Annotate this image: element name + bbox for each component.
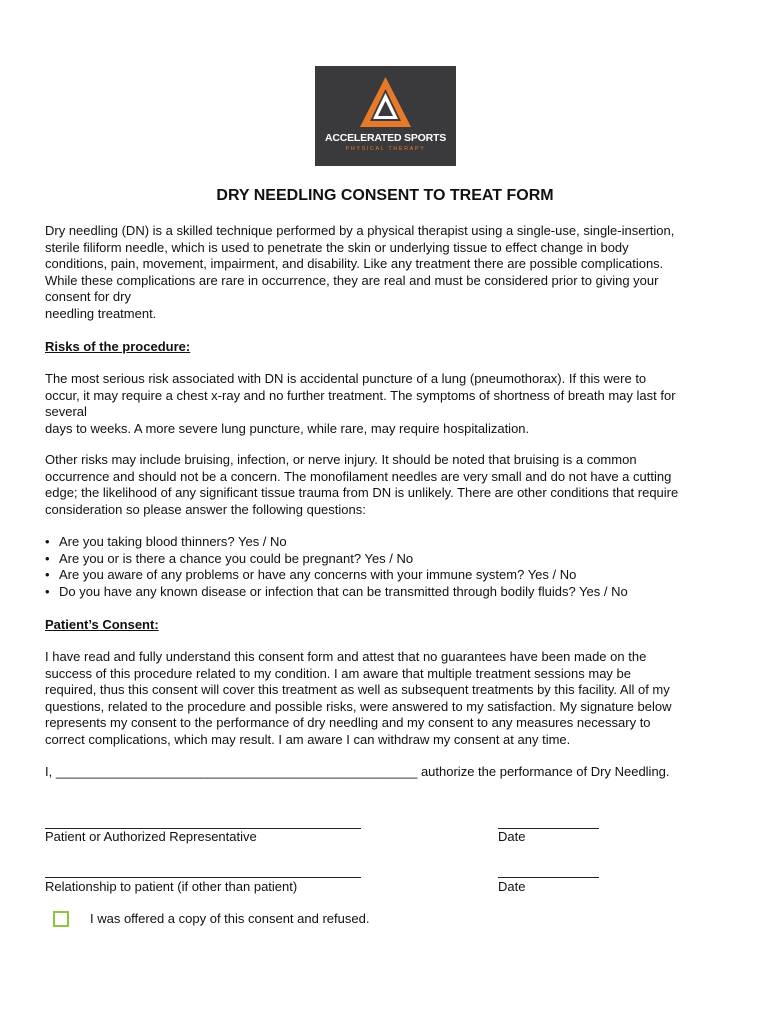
relationship-label: Relationship to patient (if other than patient) (45, 879, 298, 894)
date-line-2[interactable] (498, 877, 599, 878)
patient-signature-label: Patient or Authorized Representative (45, 829, 257, 844)
bullet-icon: • (45, 534, 50, 549)
text-line: occurrence and should not be a concern. The monofilament needles are very small and do not have a cutting (45, 468, 672, 484)
copy-refused-label: I was offered a copy of this consent and refused. (90, 911, 370, 926)
text-line: consideration so please answer the following questions: (45, 501, 366, 517)
authorize-statement[interactable] (45, 764, 735, 781)
text-line: occur, it may require a chest x-ray and no further treatment. The symptoms of shortness of breath may last for (45, 387, 676, 403)
text-line: consent for dry (45, 289, 131, 304)
copy-refused-checkbox[interactable] (53, 911, 69, 927)
text-line: The most serious risk associated with DN is accidental puncture of a lung (pneumothorax). If this were to (45, 371, 647, 386)
company-logo (315, 66, 456, 166)
text-line: Other risks may include bruising, infection, or nerve injury. It should be noted that bruising is a common (45, 452, 637, 467)
text-line: conditions, pain, movement, impairment, and disability. Like any treatment there are possible complications. (45, 256, 664, 271)
logo-subtitle: PHYSICAL THERAPY (345, 146, 426, 152)
bullet-icon: • (45, 567, 50, 582)
list-item (45, 534, 628, 551)
bullet-icon: • (45, 550, 50, 566)
list-item (45, 584, 628, 601)
text-line: several (45, 404, 87, 419)
text-line: questions, related to the procedure and possible risks, were answered to my satisfaction. My signature below (45, 698, 672, 714)
text-line: success of this procedure related to my condition. I am aware that multiple treatment sessions may be (45, 665, 631, 681)
consent-heading: Patient’s Consent: (45, 617, 159, 632)
triangle-logo-icon (358, 75, 413, 130)
question-text: Are you aware of any problems or have any concerns with your immune system? Yes / No (59, 567, 577, 582)
authorize-name-field[interactable]: I, __________________________________________________ authorize the performance of Dry Needling. (45, 764, 670, 779)
text-line: While these complications are rare in occurrence, they are real and must be considered prior to giving your (45, 272, 659, 288)
question-text: Do you have any known disease or infection that can be transmitted through bodily fluids? Yes / No (59, 583, 628, 599)
text-line: edge; the likelihood of any significant tissue trauma from DN is unlikely. There are other conditions that require (45, 485, 679, 500)
list-item (45, 567, 628, 584)
questions-list (45, 534, 628, 600)
date-label-2: Date (498, 879, 526, 894)
form-title: DRY NEEDLING CONSENT TO TREAT FORM (216, 187, 554, 204)
date-label-1: Date (498, 829, 526, 844)
risks-paragraph-1 (45, 371, 735, 437)
question-text: Are you taking blood thinners? Yes / No (59, 534, 287, 549)
text-line: required, thus this consent will cover this treatment as well as subsequent treatments by this facility. All of my (45, 682, 670, 697)
logo-brand-name: ACCELERATED SPORTS (324, 132, 447, 144)
question-text: Are you or is there a chance you could be pregnant? Yes / No (59, 550, 414, 566)
text-line: correct complications, which may result. I am aware I can withdraw my consent at any time. (45, 731, 571, 747)
risks-paragraph-2 (45, 452, 735, 518)
list-item (45, 551, 628, 568)
text-line: represents my consent to the performance of dry needling and my consent to any measures necessary to (45, 715, 651, 730)
relationship-signature-line[interactable] (45, 877, 361, 878)
bullet-icon: • (45, 583, 50, 599)
intro-paragraph (45, 223, 735, 322)
consent-paragraph (45, 649, 735, 748)
text-line: needling treatment. (45, 305, 157, 321)
text-line: sterile filiform needle, which is used to penetrate the skin or underlying tissue to effect change in body (45, 239, 629, 255)
risks-heading: Risks of the procedure: (45, 339, 191, 354)
text-line: I have read and fully understand this consent form and attest that no guarantees have been made on the (45, 649, 647, 664)
text-line: Dry needling (DN) is a skilled technique performed by a physical therapist using a single-use, single-insertion, (45, 223, 675, 238)
text-line: days to weeks. A more severe lung puncture, while rare, may require hospitalization. (45, 420, 530, 436)
